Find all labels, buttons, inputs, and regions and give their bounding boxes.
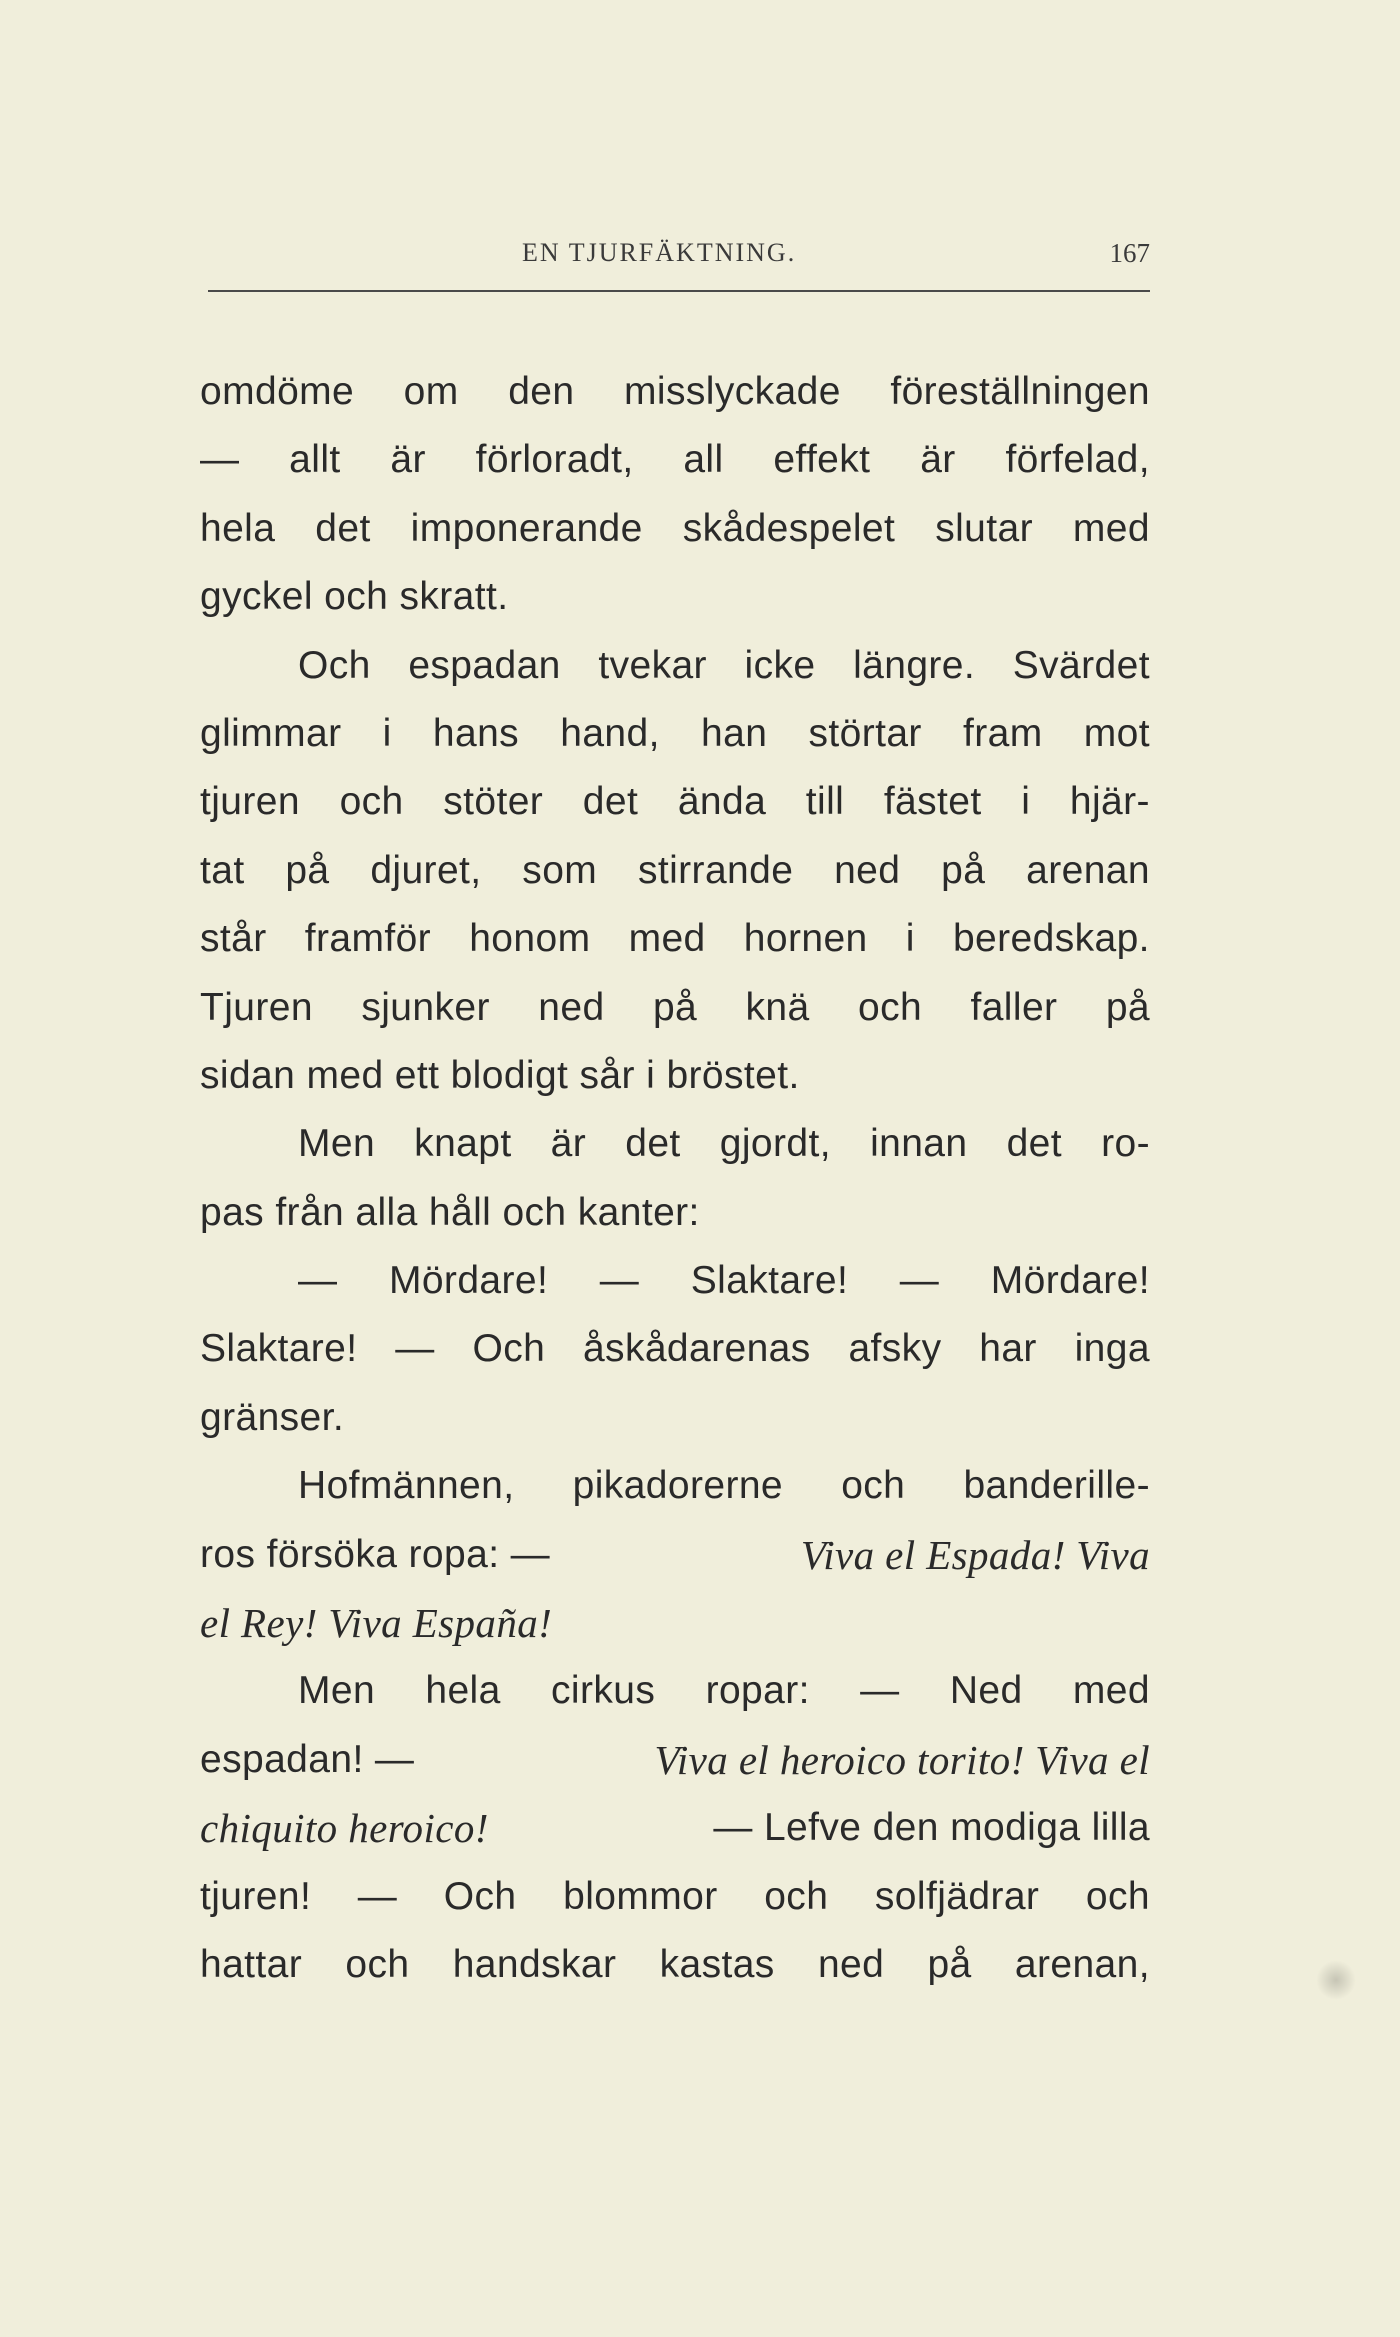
- word: honom: [469, 917, 591, 961]
- word: är: [390, 438, 426, 482]
- word: sjunker: [361, 985, 490, 1029]
- word: tat: [200, 848, 245, 892]
- word: i: [905, 917, 915, 961]
- word: —: [200, 438, 240, 482]
- word: —: [899, 1259, 940, 1303]
- word: cirkus: [551, 1669, 656, 1713]
- word: inga: [1074, 1327, 1150, 1371]
- text-line: [200, 563, 1150, 631]
- text-line-words: pas från alla håll och kanter:: [200, 1190, 700, 1234]
- word: hand,: [560, 711, 660, 755]
- text-line-words: [298, 1247, 1150, 1315]
- word: hela: [425, 1669, 501, 1713]
- text-line-words: [200, 905, 1150, 973]
- word: Tjuren: [200, 985, 313, 1029]
- word: tjuren: [200, 780, 300, 824]
- page-number: 167: [1109, 238, 1150, 268]
- word: imponerande: [410, 506, 643, 550]
- word: Men: [298, 1669, 376, 1713]
- word: störtar: [808, 711, 922, 755]
- word: och: [339, 780, 404, 824]
- text-line: [200, 426, 1150, 494]
- text-line: [200, 905, 1150, 973]
- word: är: [920, 438, 956, 482]
- word: fram: [962, 711, 1043, 755]
- word: Svärdet: [1012, 643, 1150, 687]
- word: —: [395, 1327, 435, 1371]
- word: den: [508, 370, 575, 413]
- text-line-words: [200, 700, 1150, 768]
- word: med: [1072, 1669, 1150, 1713]
- running-head: EN TJURFÄKTNING.: [522, 238, 797, 267]
- word: hattar: [200, 1942, 303, 1986]
- word: handskar: [452, 1942, 617, 1986]
- text-line-words: espadan! —: [200, 1737, 415, 1781]
- page-header: [208, 238, 1150, 278]
- text-line-words: — Lefve den modiga lilla: [713, 1806, 1150, 1850]
- text-line: [200, 1589, 1150, 1657]
- word: stöter: [443, 780, 544, 824]
- word: gjordt,: [719, 1122, 831, 1166]
- text-line-words: [200, 974, 1150, 1042]
- word: längre.: [853, 643, 976, 687]
- word: knä: [745, 985, 810, 1029]
- word: tvekar: [598, 643, 707, 687]
- text-line: [200, 632, 1150, 700]
- word: och: [841, 1464, 906, 1508]
- word: Slaktare!: [200, 1327, 358, 1371]
- text-line: [200, 1315, 1150, 1383]
- word: effekt: [773, 438, 871, 482]
- word: knapt: [414, 1122, 512, 1166]
- word: på: [1105, 985, 1150, 1029]
- word: tjuren!: [200, 1874, 312, 1918]
- word: skådespelet: [682, 506, 896, 550]
- word: glimmar: [200, 711, 342, 755]
- word: afsky: [848, 1327, 942, 1371]
- word: till: [805, 780, 845, 824]
- text-line: [200, 974, 1150, 1042]
- word: —: [860, 1669, 900, 1713]
- word: i: [1021, 780, 1031, 824]
- word: pikadorerne: [572, 1464, 784, 1508]
- word: Men: [298, 1122, 376, 1166]
- italic-words: Viva el Espada! Viva: [800, 1531, 1150, 1578]
- word: —: [298, 1259, 338, 1303]
- text-line-words: [200, 495, 1150, 563]
- text-line: [200, 1110, 1150, 1178]
- word: faller: [970, 985, 1058, 1029]
- text-line: [200, 1726, 1150, 1794]
- text-line-words: ros försöka ropa: —: [200, 1532, 551, 1576]
- word: arenan: [1026, 848, 1150, 892]
- word: Mördare!: [388, 1259, 549, 1303]
- word: på: [285, 848, 330, 892]
- word: allt: [289, 438, 341, 482]
- word: det: [582, 780, 639, 824]
- word: arenan,: [1014, 1942, 1150, 1986]
- word: blommor: [563, 1874, 718, 1918]
- word: Och: [298, 643, 371, 687]
- text-line-words: [200, 1315, 1150, 1383]
- word: stirrande: [637, 848, 794, 892]
- word: ro-: [1101, 1122, 1150, 1166]
- word: icke: [744, 643, 816, 687]
- word: misslyckade: [624, 370, 841, 413]
- text-line: [200, 495, 1150, 563]
- word: fästet: [883, 780, 982, 824]
- text-line: [200, 358, 1150, 426]
- word: Hofmännen,: [298, 1464, 515, 1508]
- word: på: [927, 1942, 972, 1986]
- text-line: [200, 1247, 1150, 1315]
- word: om: [403, 370, 459, 413]
- word: föreställningen: [890, 370, 1150, 413]
- word: innan: [870, 1122, 968, 1166]
- word: omdöme: [200, 370, 355, 413]
- word: ned: [817, 1942, 885, 1986]
- text-line: [200, 1042, 1150, 1110]
- word: banderille-: [963, 1464, 1150, 1508]
- text-line-words: [200, 1931, 1150, 1999]
- word: på: [652, 985, 698, 1029]
- text-line: [200, 1794, 1150, 1862]
- word: det: [625, 1122, 681, 1166]
- word: har: [979, 1327, 1037, 1371]
- word: hela: [200, 506, 276, 550]
- word: —: [599, 1259, 640, 1303]
- word: espadan: [408, 643, 561, 687]
- word: ropar:: [705, 1669, 810, 1713]
- text-line-words: [298, 632, 1150, 700]
- text-line-words: gränser.: [200, 1395, 345, 1439]
- text-line: [200, 1931, 1150, 1999]
- word: hornen: [743, 917, 868, 961]
- paper-smudge: [1316, 1960, 1356, 2000]
- italic-words: Viva el heroico torito! Viva el: [654, 1736, 1150, 1783]
- word: är: [550, 1122, 587, 1166]
- header-rule: [208, 290, 1150, 292]
- text-line: [200, 1863, 1150, 1931]
- word: kastas: [659, 1942, 775, 1986]
- word: förloradt,: [475, 438, 634, 482]
- word: han: [701, 711, 768, 755]
- word: mot: [1083, 711, 1150, 755]
- word: hjär-: [1069, 780, 1150, 824]
- text-line: [200, 768, 1150, 836]
- word: i: [382, 711, 392, 755]
- word: på: [941, 848, 986, 892]
- word: med: [628, 917, 706, 961]
- text-line-words: [200, 1863, 1150, 1931]
- text-line-words: [200, 358, 1150, 426]
- word: och: [1085, 1874, 1150, 1918]
- text-line-words: [298, 1110, 1150, 1178]
- text-line-words: [200, 426, 1150, 494]
- word: det: [1006, 1122, 1063, 1166]
- word: med: [1072, 506, 1150, 550]
- body-text: [200, 358, 1150, 1999]
- word: ned: [538, 985, 605, 1029]
- word: åskådarenas: [582, 1327, 811, 1371]
- word: och: [764, 1874, 829, 1918]
- word: förfelad,: [1005, 438, 1150, 482]
- text-line: [200, 1452, 1150, 1520]
- word: beredskap.: [952, 917, 1150, 961]
- text-line-words: [298, 1452, 1150, 1520]
- word: solfjädrar: [874, 1874, 1040, 1918]
- word: Och: [472, 1327, 546, 1371]
- text-line-words: gyckel och skratt.: [200, 575, 509, 619]
- word: och: [858, 985, 923, 1029]
- word: ned: [834, 848, 901, 892]
- text-line-words: [200, 837, 1150, 905]
- word: ända: [677, 780, 767, 824]
- text-line-words: [200, 768, 1150, 836]
- word: står: [200, 917, 267, 961]
- word: och: [345, 1942, 410, 1986]
- italic-words: chiquito heroico!: [200, 1805, 489, 1852]
- text-line: [200, 1384, 1150, 1452]
- word: Slaktare!: [690, 1259, 849, 1303]
- text-line: [200, 1657, 1150, 1725]
- word: all: [683, 438, 724, 482]
- text-line-words: [298, 1657, 1150, 1725]
- word: Ned: [949, 1669, 1023, 1713]
- word: slutar: [935, 506, 1033, 550]
- italic-words: el Rey! Viva España!: [200, 1600, 553, 1647]
- word: djuret,: [370, 848, 482, 892]
- word: Och: [443, 1874, 517, 1918]
- word: som: [522, 848, 598, 892]
- text-line: [200, 837, 1150, 905]
- word: det: [315, 506, 371, 550]
- word: hans: [432, 711, 520, 755]
- word: Mördare!: [990, 1259, 1150, 1303]
- text-line: [200, 1179, 1150, 1247]
- word: —: [357, 1874, 398, 1918]
- text-line: [200, 700, 1150, 768]
- text-line-words: sidan med ett blodigt sår i bröstet.: [200, 1053, 800, 1097]
- text-line: [200, 1521, 1150, 1589]
- word: framför: [304, 917, 432, 961]
